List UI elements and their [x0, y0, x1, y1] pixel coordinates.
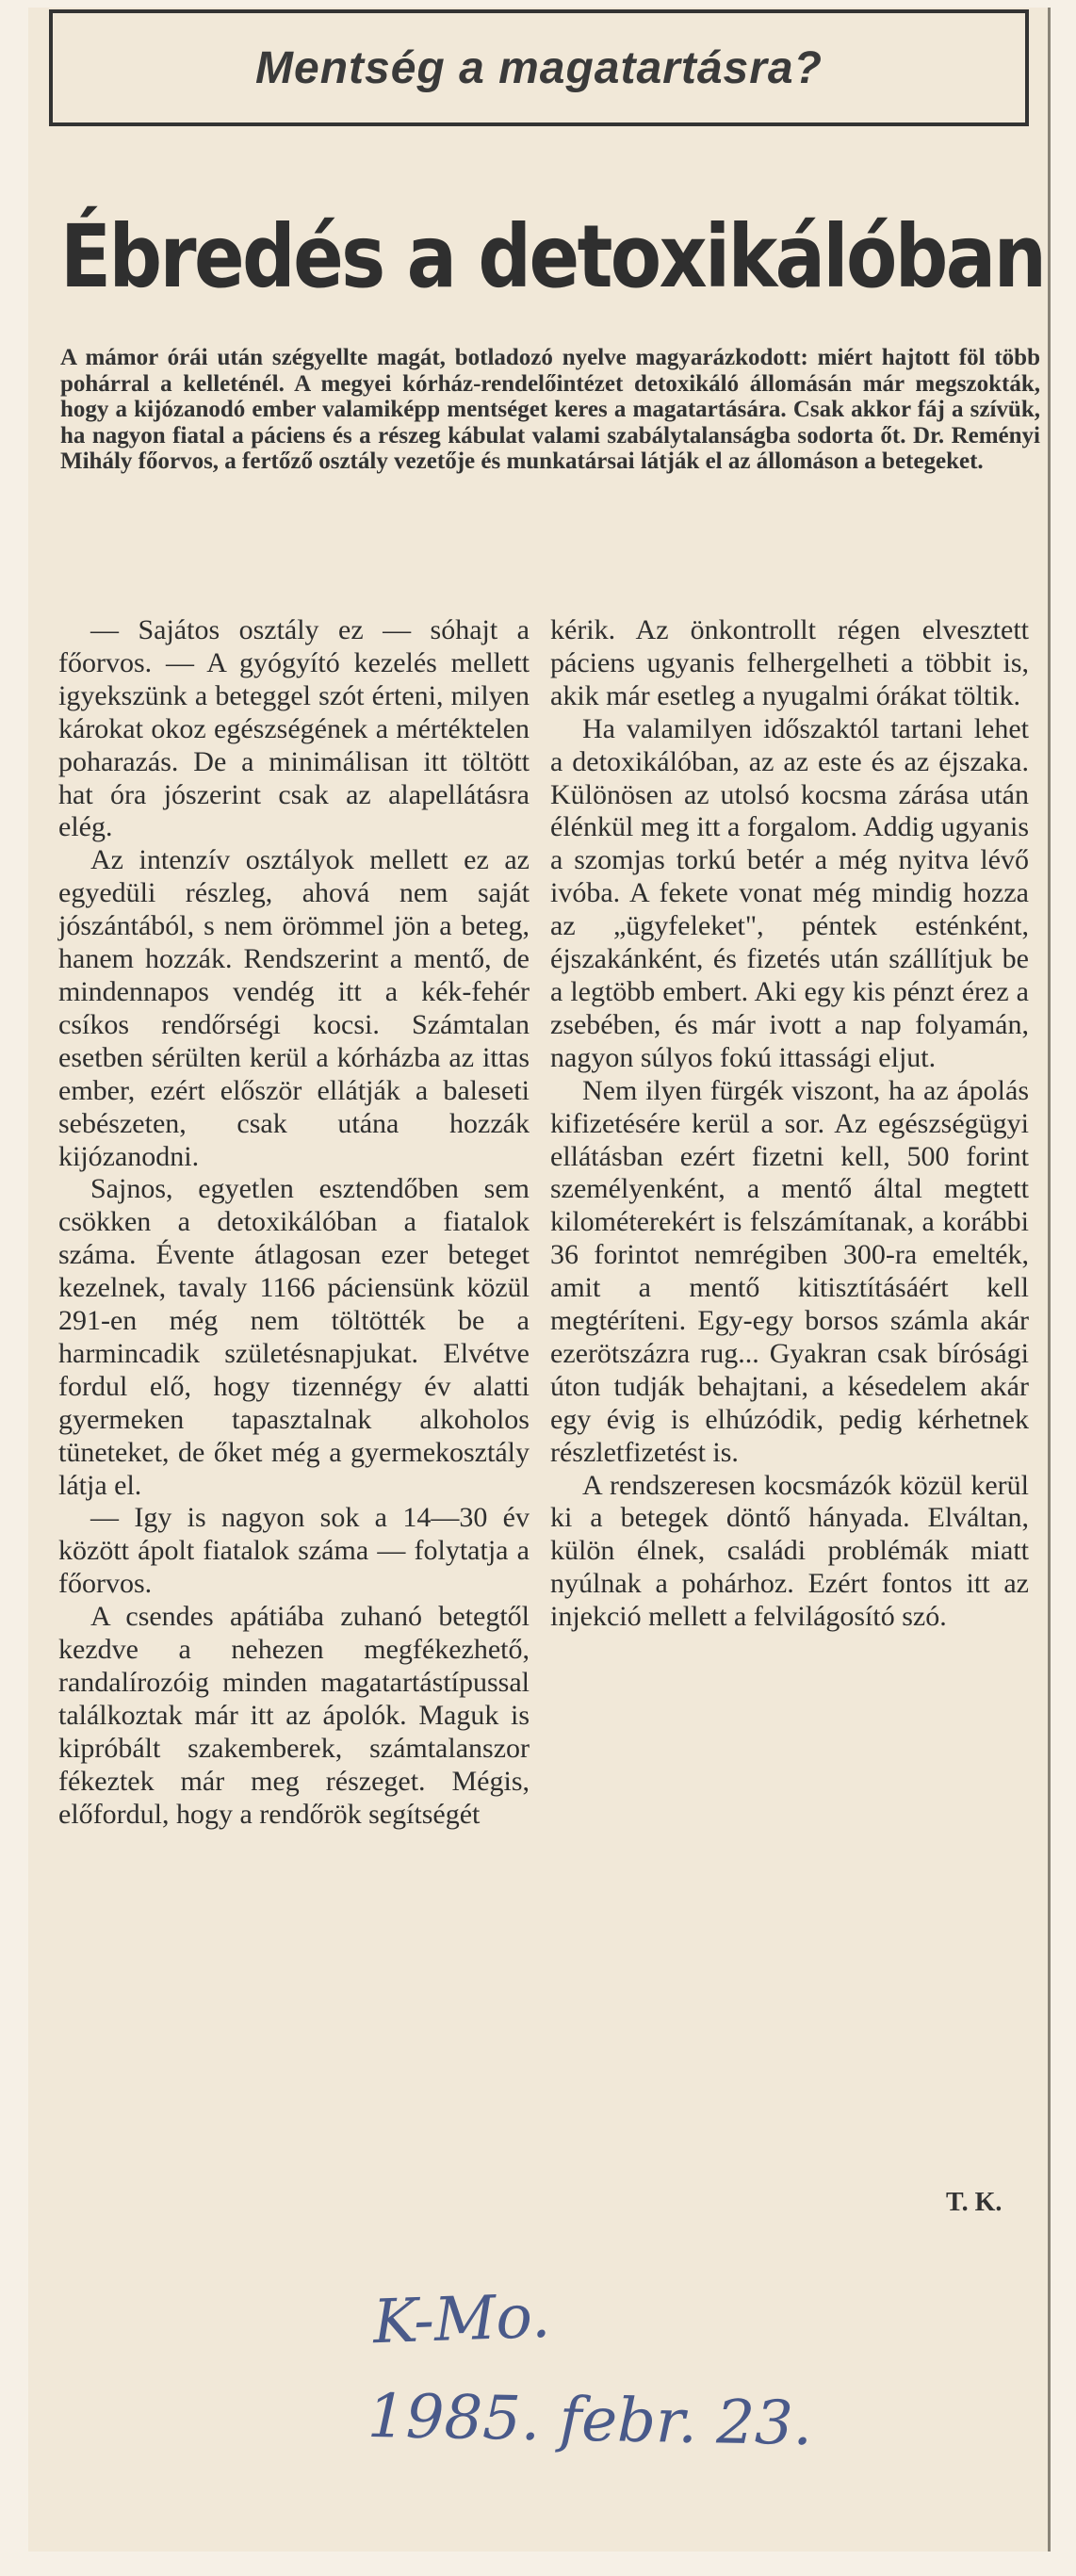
- paragraph: — Sajátos osztály ez — sóhajt a főorvos. — A gyógyító kezelés mellett igyekszünk a beteggel szót érteni, milyen károkat okoz egészségének a mértéktelen poharazás. De a minimálisan itt töltött hat óra jószerint csak az alapellátásra elég.: [58, 614, 530, 843]
- paragraph: Ha valamilyen időszaktól tartani lehet a detoxikálóban, az az este és az éjszaka. Különösen az utolsó kocsma zárása után élénkül meg itt a forgalom. Addig ugyanis a szomjas torkú betér a még nyitva lévő ivóba. A fekete vonat még mindig hozza az „ügyfeleket", péntek esténként, éjszakánként, és fizetés után szállítjuk be a legtöbb embert. Aki egy kis pénzt érez a zsebében, és már ivott a nap folyamán, nagyon súlyos fokú ittassági eljut.: [550, 712, 1029, 1073]
- kicker-box: [49, 9, 1029, 126]
- paragraph: A csendes apátiába zuhanó betegtől kezdve a nehezen megfékezhető, randalírozóig minden magatartástípussal találkoztak már itt az ápolók. Maguk is kipróbált szakemberek, számtalanszor fékeztek már meg részeget. Mégis, előfordul, hogy a rendőrök segítségét: [58, 1601, 530, 1830]
- handwritten-date: 1985. febr. 23.: [367, 2381, 813, 2460]
- article-column-2: [550, 614, 1029, 1634]
- paragraph: Nem ilyen fürgék viszont, ha az ápolás kifizetésére kerül a sor. Az egészségügyi ellátásban ezért fizetni kell, 500 forint személyenként, a mentő által megtett kilométerekért is felszámítanak, a korábbi 36 forintot nemrégiben 300-ra emelték, amit a mentő kitisztításáért kell megtéríteni. Egy-egy borsos számla akár ezerötszázra rug... Gyakran csak bírósági úton tudják behajtani, a késedelem akár egy évig is elhúzódik, pedig kérhetnek részletfizetést is.: [550, 1074, 1029, 1468]
- lead-paragraph: A mámor órái után szégyellte magát, botladozó nyelve magyarázkodott: miért hajtott föl több pohárral a kelleténél. A megyei kórház-rendelőintézet detoxikáló állomásán már megszokták, hogy a kijózanodó ember valamiképp mentséget keres a magatartására. Csak akkor fáj a szívük, ha nagyon fiatal a páciens és a részeg kábulat valami szabálytalanságba sodorta őt. Dr. Reményi Mihály főorvos, a fertőző osztály vezetője és munkatársai látják el az állomáson a betegeket.: [60, 345, 1040, 474]
- handwritten-source: K-Mo.: [371, 2281, 552, 2358]
- paragraph: A rendszeresen kocsmázók közül kerül ki a betegek döntő hányada. Elváltan, külön élnek, családi problémák miatt nyúlnak a pohárhoz. Ezért fontos itt az injekció mellett a felvilágosító szó.: [550, 1469, 1029, 1633]
- paragraph: — Igy is nagyon sok a 14—30 év között ápolt fiatalok száma — folytatja a főorvos.: [58, 1502, 530, 1600]
- kicker: Mentség a magatartásra?: [255, 42, 823, 93]
- article-column-1: [58, 614, 530, 1832]
- author-signature: T. K.: [946, 2188, 1003, 2217]
- headline: Ébredés a detoxikálóban: [60, 206, 1045, 307]
- paragraph: Az intenzív osztályok mellett ez az egyedüli részleg, ahová nem saját jószántából, s nem örömmel jön a beteg, hanem hozzák. Rendszerint a mentő, de mindennapos vendég itt a kék-fehér csíkos rendőrségi kocsi. Számtalan esetben sérülten kerül a kórházba az ittas ember, ezért először ellátják a baleseti sebészeten, csak utána hozzák kijózanodni.: [58, 844, 530, 1172]
- paragraph: Sajnos, egyetlen esztendőben sem csökken a detoxikálóban a fiatalok száma. Évente átlagosan ezer beteget kezelnek, tavaly 1166 páciensünk közül 291-en még nem töltötték be a harmincadik születésnapjukat. Elvétve fordul elő, hogy tizennégy év alatti gyermeken tapasztalnak alkoholos tüneteket, de őket még a gyermekosztály látja el.: [58, 1173, 530, 1501]
- clipping-edge-shadow: [1048, 8, 1051, 2552]
- paragraph: kérik. Az önkontrollt régen elvesztett páciens ugyanis felhergelheti a többit is, akik már esetleg a nyugalmi órákat töltik.: [550, 614, 1029, 711]
